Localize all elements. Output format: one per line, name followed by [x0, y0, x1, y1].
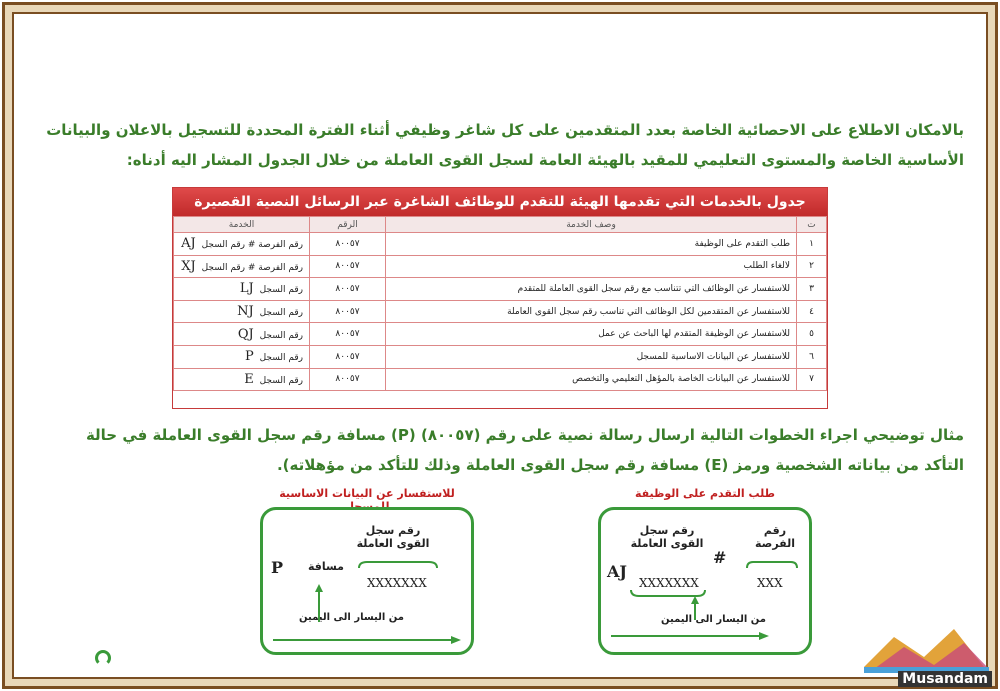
row-msg-text: رقم السجل — [259, 285, 303, 296]
letter-aj: AJ — [607, 562, 627, 581]
row-desc: للاستفسار عن البيانات الخاصة بالمؤهل التعليمي والتخصص — [386, 368, 797, 391]
row-num: ٣ — [797, 278, 827, 301]
row-code: ٨٠٠٥٧ — [310, 368, 386, 391]
table-header-row — [174, 217, 827, 233]
row-tag: AJ — [181, 236, 196, 252]
row-tag: QJ — [237, 326, 254, 342]
row-msg — [174, 255, 310, 278]
opportunity-mask: XXX — [757, 576, 783, 590]
services-grid — [173, 216, 827, 391]
row-tag: E — [244, 371, 254, 387]
row-num: ٢ — [797, 255, 827, 278]
table-row — [174, 278, 827, 301]
row-tag: LJ — [239, 281, 254, 297]
diagram-left-arrows — [263, 510, 471, 652]
services-table — [172, 187, 828, 409]
diagram-left-box — [260, 507, 474, 655]
row-num: ١ — [797, 233, 827, 256]
row-msg — [174, 368, 310, 391]
row-msg-text: رقم السجل — [259, 375, 303, 386]
opportunity-label: رقم الفرصة — [755, 524, 795, 550]
row-msg-text: رقم الفرصة # رقم السجل — [201, 262, 303, 273]
decorative-circle — [95, 650, 111, 666]
intro-paragraph: بالامكان الاطلاع على الاحصائية الخاصة بعدد المتقدمين على كل شاغر وظيفي أثناء الفترة المحددة للتسجيل بالاعلان والبيانات الأساسية الخاصة والمستوى التعليمي للمقيد بالهيئة العامة لسجل القوى العاملة من خلال الجدول المشار اليه أدناه: — [46, 121, 964, 169]
header-desc: وصف الخدمة — [386, 217, 797, 233]
example-paragraph: مثال توضيحي اجراء الخطوات التالية ارسال رسالة نصية على رقم (٨٠٠٥٧) (P) مسافة رقم سجل القوى العاملة في حالة التأكد من بياناته الشخصية ورمز (E) مسافة رقم سجل القوى العاملة وذلك للتأكد من مؤهلاته). — [85, 426, 964, 474]
record-mask-right: XXXXXXX — [639, 576, 699, 590]
table-row — [174, 368, 827, 391]
table-row — [174, 300, 827, 323]
row-num: ٦ — [797, 345, 827, 368]
row-tag: P — [244, 349, 254, 365]
row-msg — [174, 278, 310, 301]
table-title: جدول بالخدمات التي تقدمها الهيئة للتقدم للوظائف الشاغرة عبر الرسائل النصية القصيرة — [173, 188, 827, 216]
row-tag: NJ — [237, 304, 254, 320]
row-code: ٨٠٠٥٧ — [310, 345, 386, 368]
row-msg-text: رقم الفرصة # رقم السجل — [201, 240, 303, 251]
row-msg-text: رقم السجل — [259, 353, 303, 364]
row-num: ٤ — [797, 300, 827, 323]
row-msg — [174, 233, 310, 256]
row-code: ٨٠٠٥٧ — [310, 300, 386, 323]
diagram-apply-job — [598, 487, 812, 655]
header-code: الرقم — [310, 217, 386, 233]
row-msg-text: رقم السجل — [259, 330, 303, 341]
table-row — [174, 233, 827, 256]
row-msg — [174, 345, 310, 368]
diagram-right-box — [598, 507, 812, 655]
row-msg — [174, 300, 310, 323]
logo-text: Musandam — [898, 671, 992, 687]
diagram-inquiry-basic-data — [260, 487, 474, 655]
row-code: ٨٠٠٥٧ — [310, 255, 386, 278]
direction-label: من اليسار الى اليمين — [299, 612, 404, 623]
letter-p: P — [271, 558, 284, 577]
table-row — [174, 323, 827, 346]
diagram-right-title: طلب التقدم على الوظيفة — [634, 487, 776, 500]
diagram-right-arrows — [601, 510, 809, 652]
row-desc: طلب التقدم على الوظيفة — [386, 233, 797, 256]
row-code: ٨٠٠٥٧ — [310, 233, 386, 256]
row-tag: XJ — [181, 258, 196, 274]
row-msg — [174, 323, 310, 346]
table-row — [174, 255, 827, 278]
row-msg-text: رقم السجل — [259, 308, 303, 319]
row-desc: للاستفسار عن البيانات الاساسية للمسجل — [386, 345, 797, 368]
table-row — [174, 345, 827, 368]
space-label: مسافة — [307, 560, 344, 573]
row-desc: للاستفسار عن الوظائف التي تتناسب مع رقم سجل القوى العاملة للمتقدم — [386, 278, 797, 301]
row-desc: للاستفسار عن الوظيفة المتقدم لها الباحث عن عمل — [386, 323, 797, 346]
diagram-left-title: للاستفسار عن البيانات الاساسية — [279, 487, 455, 500]
row-desc: لالغاء الطلب — [386, 255, 797, 278]
header-msg: الخدمة — [174, 217, 310, 233]
row-num: ٧ — [797, 368, 827, 391]
record-label: رقم سجل القوى العاملة — [356, 524, 430, 550]
row-num: ٥ — [797, 323, 827, 346]
record-mask: XXXXXXX — [367, 576, 427, 590]
record-label-right: رقم سجل القوى العاملة — [630, 524, 704, 550]
hash-symbol: # — [713, 548, 727, 567]
header-num: ت — [797, 217, 827, 233]
row-code: ٨٠٠٥٧ — [310, 278, 386, 301]
row-code: ٨٠٠٥٧ — [310, 323, 386, 346]
direction-label-right: من اليسار الى اليمين — [661, 614, 766, 625]
row-desc: للاستفسار عن المتقدمين لكل الوظائف التي تناسب رقم سجل القوى العاملة — [386, 300, 797, 323]
